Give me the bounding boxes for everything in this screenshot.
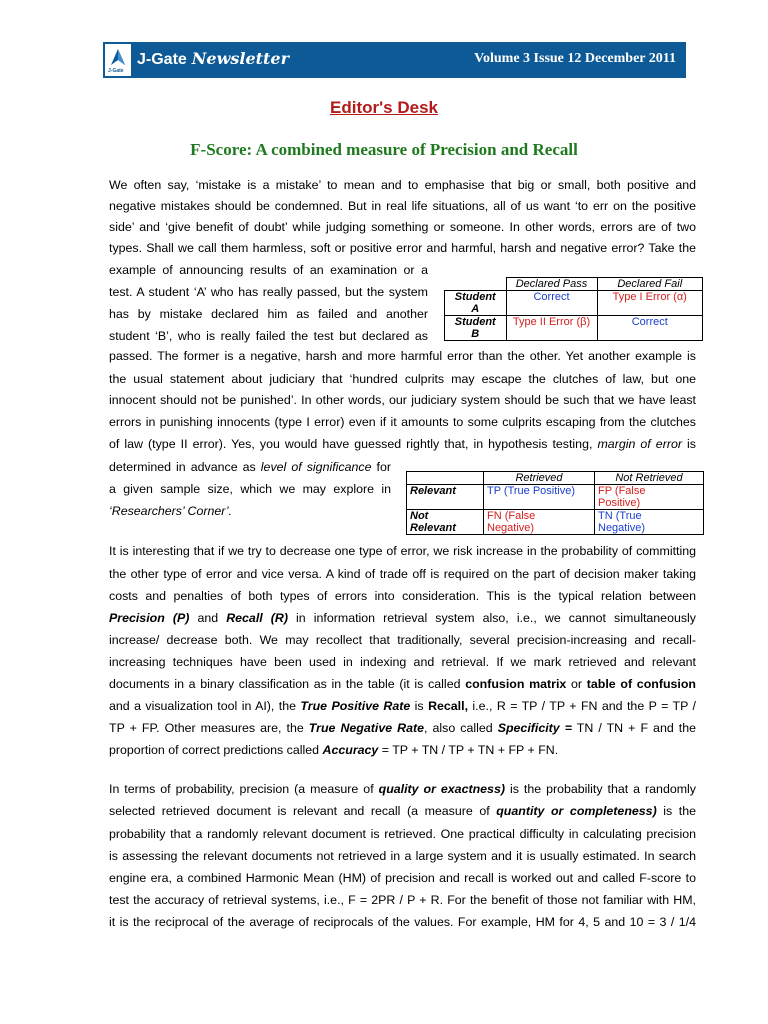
body-line: costs and penalties of both types of errors into consideration. This is the typical relation between bbox=[109, 589, 696, 603]
error-types-table bbox=[444, 277, 703, 341]
issue-info: Volume 3 Issue 12 December 2011 bbox=[474, 51, 676, 66]
row-label bbox=[445, 316, 507, 341]
table-cell-empty bbox=[407, 472, 484, 485]
text-run: i.e., R = TP / TP + FN and the P = TP / bbox=[468, 699, 696, 713]
term-recall-bold: Recall, bbox=[428, 699, 469, 713]
term-quantity-or-completeness: quantity or completeness) bbox=[496, 804, 657, 818]
text-run: is bbox=[410, 699, 429, 713]
logo-caption: J-Gate bbox=[108, 68, 124, 74]
table-header: Not Retrieved bbox=[595, 472, 704, 485]
text-run: selected retrieved document is relevant and recall (a measure of bbox=[109, 804, 497, 818]
row-label-line: Relevant bbox=[410, 522, 456, 534]
body-line bbox=[109, 610, 696, 626]
term-true-positive-rate: True Positive Rate bbox=[300, 699, 411, 713]
text-run: documents in a binary classification as in the table (it is called bbox=[109, 677, 466, 691]
term-precision: Precision (P) bbox=[109, 611, 190, 625]
row-label: Relevant bbox=[407, 485, 484, 510]
text-run: or bbox=[566, 677, 587, 691]
text-run: , also called bbox=[424, 721, 498, 735]
body-line bbox=[109, 459, 391, 475]
body-line bbox=[109, 742, 696, 758]
cell-line: TN (True bbox=[598, 510, 642, 522]
table-cell-empty bbox=[445, 278, 507, 291]
body-line: We often say, ‘mistake is a mistake’ to mean and to emphasise that big or small, both positive and bbox=[109, 178, 696, 192]
newsletter-brand bbox=[137, 49, 289, 69]
term-level-of-significance: level of significance bbox=[260, 460, 372, 474]
table-row bbox=[407, 510, 704, 535]
text-run: In terms of probability, precision (a measure of bbox=[109, 782, 379, 796]
body-line bbox=[109, 781, 696, 797]
cell-line: FN (False bbox=[487, 510, 536, 522]
term-table-of-confusion: table of confusion bbox=[586, 677, 697, 691]
table-header: Declared Pass bbox=[506, 278, 597, 291]
body-line: side’ and ‘give benefit of doubt’ while judging something or someone. In other words, errors are of two bbox=[109, 220, 696, 234]
body-line: ‘Researchers’ Corner’. bbox=[109, 504, 233, 518]
table-cell: Type II Error (β) bbox=[506, 316, 597, 341]
text-run: is the probability that a randomly bbox=[504, 782, 697, 796]
row-label-line: Student bbox=[454, 291, 496, 303]
term-margin-of-error: margin of error bbox=[597, 437, 682, 451]
term-confusion-matrix: confusion matrix bbox=[465, 677, 567, 691]
body-line: the other type of error and vice versa. A kind of trade off is required on the part of decision maker taking bbox=[109, 567, 696, 581]
confusion-matrix-table bbox=[406, 471, 704, 535]
term-true-negative-rate: True Negative Rate bbox=[308, 721, 425, 735]
text-run: TN / TN + F and the bbox=[571, 721, 696, 735]
table-cell: Correct bbox=[506, 291, 597, 316]
body-line: student ‘B’, who is really failed the test but declared as bbox=[109, 329, 428, 343]
body-line: test. A student ‘A’ who has really passed, but the system bbox=[109, 285, 428, 299]
body-line: the usual statement about judiciary that ‘hundred culprits may escape the clutches of law, but one bbox=[109, 372, 696, 386]
text-run: and a visualization tool in AI), the bbox=[109, 699, 301, 713]
jgate-logo bbox=[105, 44, 131, 76]
body-line: has by mistake declared him as failed and another bbox=[109, 307, 428, 321]
article-title: F-Score: A combined measure of Precision and Recall bbox=[190, 140, 578, 159]
body-line: example of announcing results of an examination or a bbox=[109, 263, 428, 277]
row-label-line: A bbox=[471, 303, 480, 315]
table-cell bbox=[595, 510, 704, 535]
body-line: errors in punishing innocents (type I error) even if it amounts to some culprits escaping from the clutches bbox=[109, 415, 696, 429]
text-run: determined in advance as bbox=[109, 460, 261, 474]
body-line: increasing techniques have been used in indexing and retrieval. If we mark retrieved and relevant bbox=[109, 655, 696, 669]
brand-script: Newsletter bbox=[191, 49, 290, 68]
text-run: is the bbox=[656, 804, 696, 818]
term-recall: Recall (R) bbox=[226, 611, 288, 625]
body-line: It is interesting that if we try to decrease one type of error, we risk increase in the probability of committing bbox=[109, 544, 696, 558]
table-row bbox=[407, 472, 704, 485]
term-specificity: Specificity = bbox=[497, 721, 572, 735]
body-line: is assessing the relevant documents not retrieved in a large system and it is usually estimated. In search bbox=[109, 849, 696, 863]
table-row bbox=[407, 485, 704, 510]
cell-line: FP (False bbox=[598, 485, 646, 497]
table-row bbox=[445, 278, 703, 291]
table-cell bbox=[484, 510, 595, 535]
table-cell: Correct bbox=[597, 316, 703, 341]
text-run: TP + FP. Other measures are, the bbox=[109, 721, 309, 735]
body-line: a given sample size, which we may explore in bbox=[109, 482, 391, 496]
table-cell: Type I Error (α) bbox=[597, 291, 703, 316]
section-heading: Editor's Desk bbox=[330, 98, 438, 117]
cell-line: Negative) bbox=[598, 522, 646, 534]
table-header: Retrieved bbox=[484, 472, 595, 485]
text-run: of law (type II error). Yes, you would have guessed rightly that, in hypothesis testing, bbox=[109, 437, 598, 451]
row-label-line: B bbox=[471, 328, 480, 340]
term-quality-or-exactness: quality or exactness) bbox=[378, 782, 505, 796]
body-line bbox=[109, 676, 696, 692]
cell-line: Negative) bbox=[487, 522, 535, 534]
table-header: Declared Fail bbox=[597, 278, 703, 291]
body-line: it is the reciprocal of the average of reciprocals of the values. For example, HM for 4, 5 and 10 = 3 / 1/4 bbox=[109, 915, 696, 929]
cell-line: Positive) bbox=[598, 497, 641, 509]
row-label-line: Student bbox=[454, 316, 496, 328]
table-row bbox=[445, 316, 703, 341]
body-line bbox=[109, 720, 696, 736]
newsletter-banner bbox=[103, 42, 686, 78]
logo-arrow-icon bbox=[109, 47, 127, 67]
body-line bbox=[109, 436, 696, 452]
body-line: passed. The former is a negative, harsh and more harmful error than the other. Yet another example is bbox=[109, 349, 696, 363]
text-run: = TP + TN / TP + TN + FP + FN. bbox=[378, 743, 559, 757]
body-line: types. Shall we call them harmless, soft or positive error and harmful, harsh and negative error? Take the bbox=[109, 241, 696, 255]
body-line: negative mistakes should be condemned. But in real life situations, all of us want ‘to err on the positive bbox=[109, 199, 696, 213]
body-line: innocent should not be punished’. In other words, our judiciary system should be such that we have least bbox=[109, 393, 696, 407]
text-run: is bbox=[681, 437, 696, 451]
table-row bbox=[445, 291, 703, 316]
row-label bbox=[445, 291, 507, 316]
body-line: increase/ decrease both. We may recollect that traditionally, several precision-increasing and recall- bbox=[109, 633, 696, 647]
table-cell: TP (True Positive) bbox=[484, 485, 595, 510]
body-line: probability that a randomly relevant document is retrieved. One practical difficulty in calculating precision bbox=[109, 827, 696, 841]
row-label-line: Not bbox=[410, 510, 429, 522]
body-line bbox=[109, 803, 696, 819]
brand-name: J-Gate bbox=[137, 51, 187, 68]
text-run: for bbox=[371, 460, 391, 474]
body-line: test the accuracy of retrieval systems, i.e., F = 2PR / P + R. For the benefit of those not familiar with HM, bbox=[109, 893, 696, 907]
text-run: in information retrieval system also, i.e., we cannot simultaneously bbox=[287, 611, 697, 625]
text-run: and bbox=[189, 611, 227, 625]
body-line: engine era, a combined Harmonic Mean (HM) of precision and recall is worked out and called F-score to bbox=[109, 871, 696, 885]
row-label bbox=[407, 510, 484, 535]
text-run: proportion of correct predictions called bbox=[109, 743, 323, 757]
table-cell bbox=[595, 485, 704, 510]
body-line bbox=[109, 698, 696, 714]
term-accuracy: Accuracy bbox=[322, 743, 379, 757]
